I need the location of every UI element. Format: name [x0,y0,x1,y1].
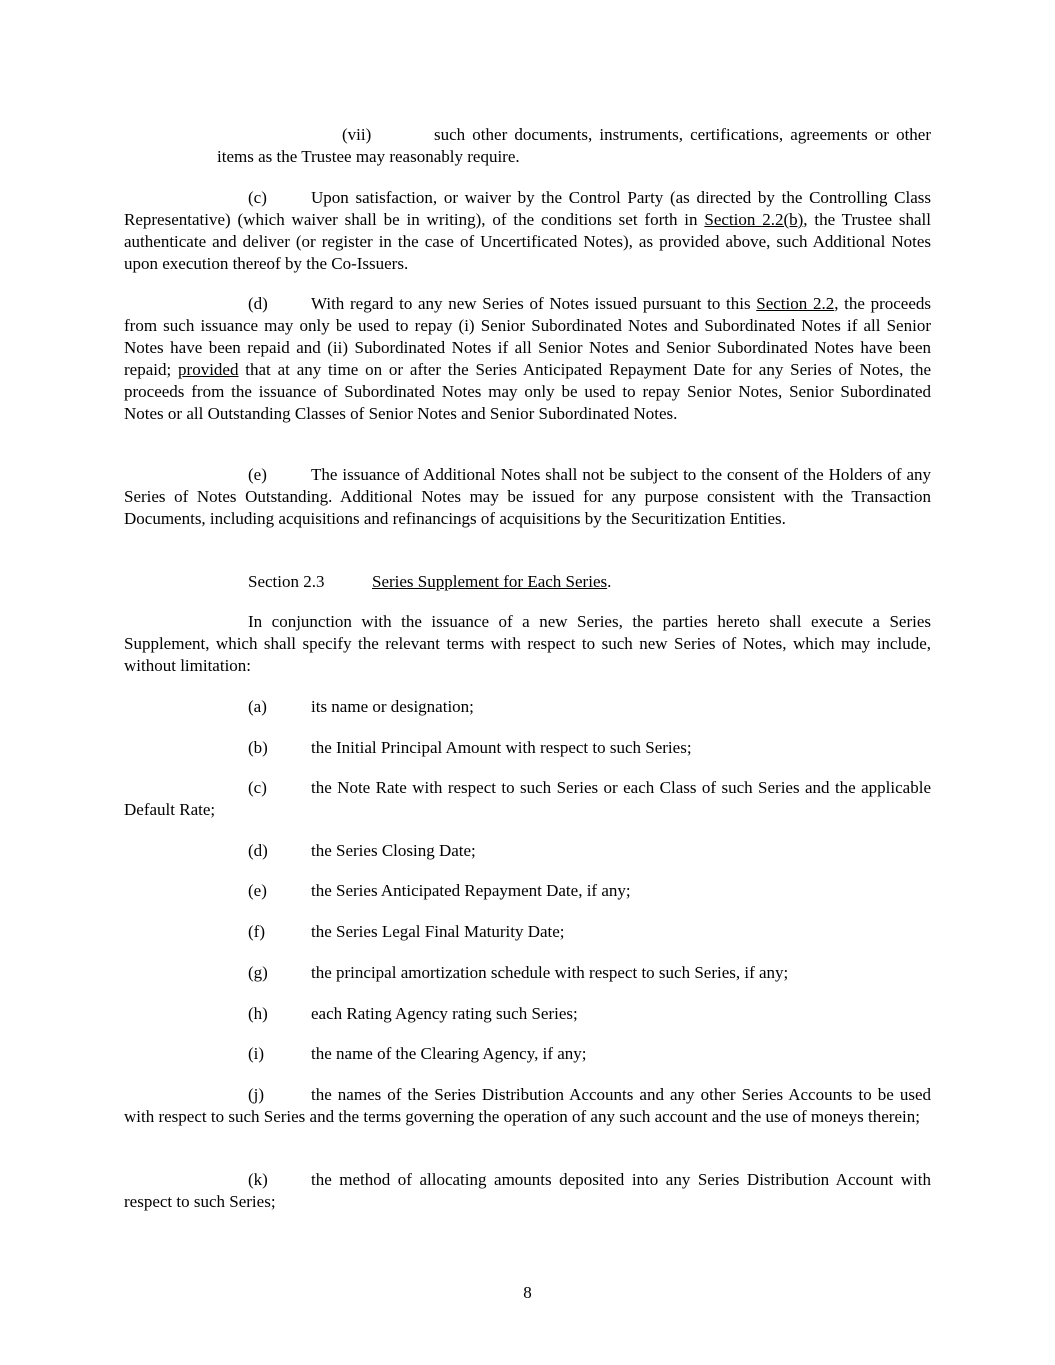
section-heading [124,571,931,593]
paragraph-text: With regard to any new Series of Notes issued pursuant to this [311,294,757,313]
paragraph-text: The issuance of Additional Notes shall not be subject to the consent of the Holders of any Series of Notes Outstanding. Additional Notes may be issued for any purpose consistent with the Transaction Documents, including acquisitions and refinancings of acquisitions by the Securitization Entities. [124,465,931,528]
section-reference: Section 2.2 [756,294,835,313]
item-label: (k) [248,1170,268,1189]
paragraph-label: (e) [248,465,267,484]
item-text: the principal amortization schedule with respect to such Series, if any; [311,963,789,982]
item-label: (e) [248,881,267,900]
paragraph-e [124,464,931,530]
paragraph-text: , the Trustee shall authenticate and deliver (or register in the case of Uncertificated Notes), as provided above, such Additional Notes upon execution thereof by the Co-Issuers. [124,210,931,273]
item-text: the name of the Clearing Agency, if any; [311,1044,587,1063]
list-item [124,696,931,718]
paragraph-d [124,293,931,425]
list-item [124,962,931,984]
item-label: (i) [248,1044,265,1063]
item-label: (c) [248,778,267,797]
paragraph-label: (vii) [342,125,372,144]
item-text: its name or designation; [311,697,474,716]
item-text: the Series Anticipated Repayment Date, if any; [311,881,631,900]
list-item [124,1043,931,1065]
intro-paragraph [124,611,931,677]
list-item [124,1003,931,1025]
paragraph-label: (d) [248,294,268,313]
page-number: 8 [523,1283,532,1302]
section-number: Section 2.3 [248,572,325,591]
item-label: (h) [248,1004,268,1023]
paragraph-c [124,187,931,275]
list-item [124,1084,931,1128]
paragraph-vii [217,124,931,168]
item-text: the Series Closing Date; [311,841,476,860]
item-label: (a) [248,697,267,716]
section-title-period: . [607,572,612,591]
item-text: the method of allocating amounts deposited into any Series Distribution Account with respect to such Series; [124,1170,931,1211]
list-item [124,840,931,862]
list-item [124,1169,931,1213]
section-title: Series Supplement for Each Series [372,572,608,591]
list-item [124,880,931,902]
item-text: the Series Legal Final Maturity Date; [311,922,565,941]
paragraph-text: Upon satisfaction, or waiver by the Control Party (as directed by the Controlling Class Representative) (which waiver shall be in writing), of the conditions set forth in [124,188,931,229]
section-reference: Section 2.2(b) [704,210,804,229]
item-text: the Initial Principal Amount with respect to such Series; [311,738,692,757]
item-label: (d) [248,841,268,860]
item-text: each Rating Agency rating such Series; [311,1004,578,1023]
emphasis-provided: provided [178,360,239,379]
paragraph-label: (c) [248,188,267,207]
item-label: (b) [248,738,268,757]
list-item [124,737,931,759]
list-item [124,777,931,821]
item-label: (j) [248,1085,265,1104]
paragraph-text: that at any time on or after the Series Anticipated Repayment Date for any Series of Notes, the proceeds from the issuance of Subordinated Notes may only be used to repay Senior Notes, Senior Subordinated Notes or all Outstanding Classes of Senior Notes and Senior Subordinated Notes. [124,360,932,423]
list-item [124,921,931,943]
paragraph-text: , the proceeds from such issuance may only be used to repay (i) Senior Subordinated Notes and Subordinated Notes if all Senior Notes have been repaid and (ii) Subordinated Notes if all Senior Notes and Senior Subordinated Notes have been repaid; [124,294,932,379]
paragraph-text: such other documents, instruments, certifications, agreements or other items as the Trustee may reasonably require. [217,125,931,166]
item-text: the names of the Series Distribution Accounts and any other Series Accounts to be used with respect to such Series and the terms governing the operation of any such account and the use of moneys therein; [124,1085,931,1126]
item-label: (g) [248,963,268,982]
paragraph-text: In conjunction with the issuance of a new Series, the parties hereto shall execute a Series Supplement, which shall specify the relevant terms with respect to such new Series of Notes, which may include, without limitation: [124,612,931,675]
item-label: (f) [248,922,265,941]
item-text: the Note Rate with respect to such Series or each Class of such Series and the applicable Default Rate; [124,778,931,819]
